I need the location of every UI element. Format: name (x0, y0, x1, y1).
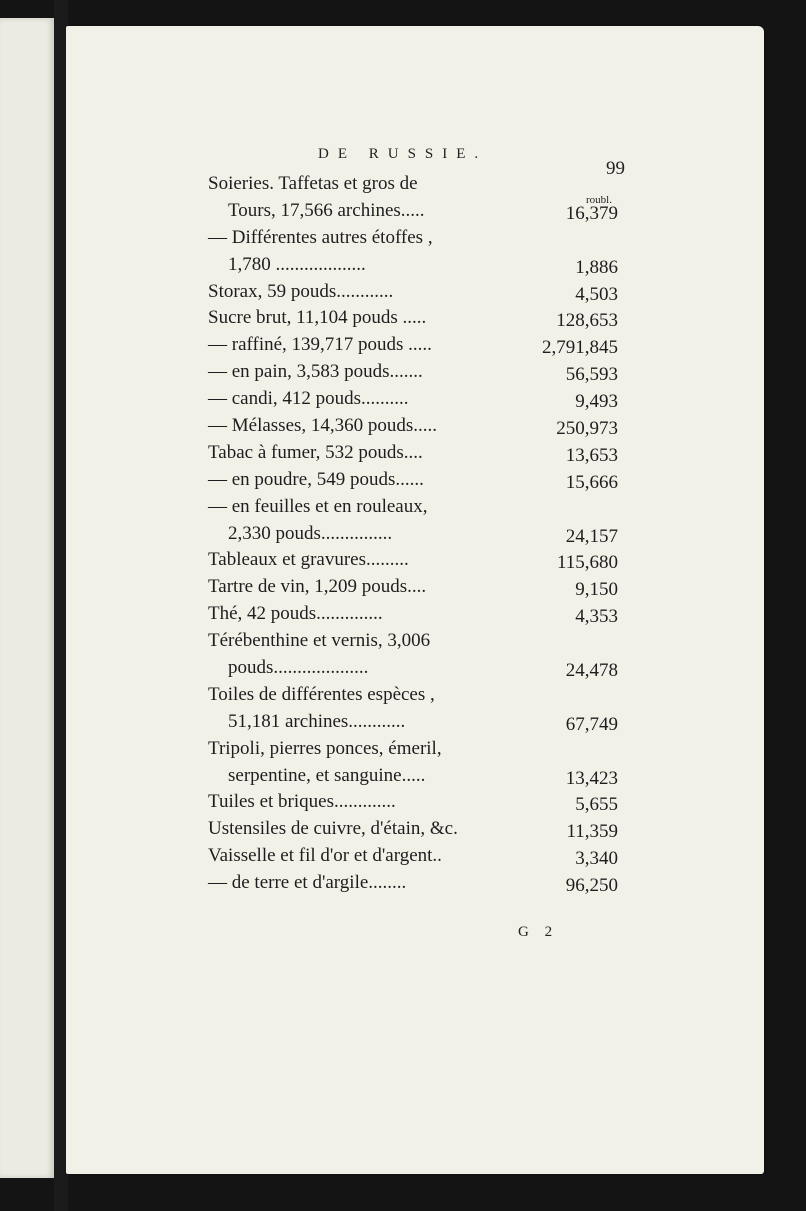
table-row (208, 198, 628, 225)
row-label: Tripoli, pierres ponces, émeril, (208, 737, 442, 759)
row-amount: 96,250 (565, 875, 618, 897)
row-label: — Mélasses, 14,360 pouds..... (208, 415, 438, 437)
commodity-table (208, 171, 628, 897)
table-row (208, 574, 628, 601)
row-label: Vaisselle et fil d'or et d'argent.. (208, 845, 442, 867)
row-amount: 115,680 (556, 552, 618, 574)
row-label: 2,330 pouds............... (228, 522, 393, 544)
row-amount: 24,157 (565, 525, 618, 547)
table-row (208, 332, 628, 359)
row-label: Tartre de vin, 1,209 pouds.... (208, 576, 427, 598)
row-label: — de terre et d'argile........ (208, 872, 407, 894)
row-amount: 9,150 (575, 579, 618, 601)
row-amount: 1,886 (575, 256, 618, 278)
row-amount: 15,666 (565, 471, 618, 493)
row-amount: 16,379 (565, 202, 618, 224)
row-label: Tuiles et briques............. (208, 791, 396, 813)
table-row (208, 655, 628, 682)
row-label: — en pain, 3,583 pouds....... (208, 361, 423, 383)
row-amount: 5,655 (575, 794, 618, 816)
row-amount: 250,973 (556, 418, 618, 440)
row-label: Toiles de différentes espèces , (208, 683, 435, 705)
table-row (208, 521, 628, 548)
row-label: — candi, 412 pouds.......... (208, 388, 409, 410)
table-row (208, 763, 628, 790)
row-amount: 9,493 (575, 391, 618, 413)
row-amount: 2,791,845 (542, 337, 618, 359)
row-amount: 67,749 (565, 713, 618, 735)
row-amount: 128,653 (556, 310, 618, 332)
row-amount: 13,653 (565, 444, 618, 466)
row-amount: 13,423 (565, 767, 618, 789)
column-unit-label: roubl. (586, 194, 612, 206)
row-amount: 24,478 (565, 660, 618, 682)
row-label: — en feuilles et en rouleaux, (208, 495, 428, 517)
table-row (208, 601, 628, 628)
row-label: Soieries. Taffetas et gros de (208, 173, 418, 194)
row-label: — en poudre, 549 pouds...... (208, 468, 424, 490)
table-row (208, 359, 628, 386)
row-label: serpentine, et sanguine..... (228, 764, 426, 786)
row-label: Térébenthine et vernis, 3,006 (208, 630, 431, 652)
row-amount: 11,359 (566, 821, 618, 843)
table-row (208, 709, 628, 736)
row-label: — Différentes autres étoffes , (208, 226, 433, 248)
row-label: pouds.................... (228, 657, 369, 679)
row-label: 51,181 archines............ (228, 710, 406, 732)
table-row (208, 279, 628, 306)
table-row (208, 789, 628, 816)
row-amount: 4,503 (575, 283, 618, 305)
row-label: — raffiné, 139,717 pouds ..... (208, 334, 432, 356)
table-row (208, 467, 628, 494)
table-row (208, 628, 628, 655)
row-label: Ustensiles de cuivre, d'étain, &c. (208, 818, 458, 840)
running-head: DE RUSSIE. (318, 146, 488, 162)
table-row (208, 171, 628, 198)
table-row (208, 682, 628, 709)
table-row (208, 440, 628, 467)
table-row (208, 413, 628, 440)
table-row (208, 494, 628, 521)
row-label: Thé, 42 pouds.............. (208, 603, 383, 625)
row-amount: 3,340 (575, 848, 618, 870)
table-row (208, 816, 628, 843)
table-row (208, 386, 628, 413)
row-label: 1,780 ................... (228, 253, 366, 275)
row-amount: 56,593 (565, 364, 618, 386)
row-label: Tableaux et gravures......... (208, 549, 409, 571)
row-label: Sucre brut, 11,104 pouds ..... (208, 307, 427, 329)
table-row (208, 252, 628, 279)
row-amount: 4,353 (575, 606, 618, 628)
table-row (208, 225, 628, 252)
page-number: 99 (606, 158, 625, 179)
book-page (66, 26, 764, 1174)
row-label: Storax, 59 pouds............ (208, 280, 394, 302)
facing-page-edge (0, 18, 55, 1178)
row-label: Tours, 17,566 archines..... (228, 199, 425, 221)
table-row (208, 305, 628, 332)
row-label: Tabac à fumer, 532 pouds.... (208, 441, 423, 463)
table-row (208, 736, 628, 763)
table-row (208, 870, 628, 897)
table-row (208, 547, 628, 574)
table-row (208, 843, 628, 870)
signature-mark: G 2 (518, 924, 559, 940)
